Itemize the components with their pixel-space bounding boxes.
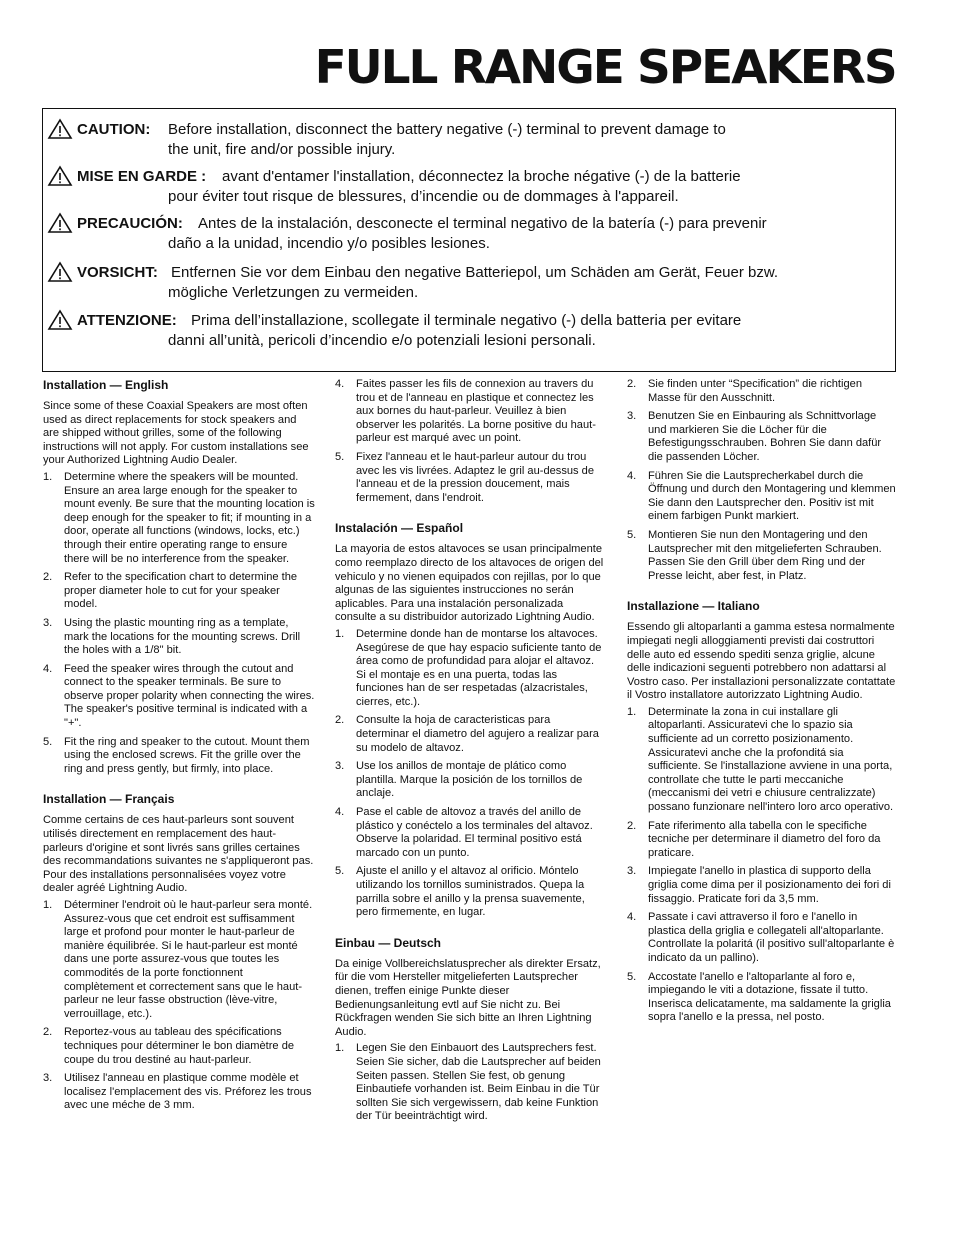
- column-2: [335, 378, 605, 1140]
- warning-triangle-icon: [47, 118, 73, 140]
- section-heading: Instalación — Español: [335, 521, 464, 536]
- steps-list: [335, 1042, 605, 1124]
- list-item: 4. Führen Sie die Lautsprecherkabel durch die Öffnung und durch den Montagering und klemmen Sie dann den Lautsprecher den. Positiv ist mit einem farbigen Punkt markiert.: [627, 469, 896, 523]
- section-heading: Installation — Français: [43, 792, 175, 807]
- steps-list: [43, 899, 315, 1113]
- warning-label: CAUTION:: [77, 121, 151, 138]
- section-intro: Comme certains de ces haut-parleurs sont souvent utilisés directement en remplacement des haut-parleurs d'origine et sont livrés sans grilles certaines des recommandations suivantes ne s'appliqueront pas. Pour des installations personnalisées voyez votre dealer agréé Lightning Audio.: [43, 814, 314, 895]
- list-item: 3. Benutzen Sie en Einbauring als Schnittvorlage und markieren Sie die Löcher für die Befestigungsschrauben. Bohren Sie dann dafür die passenden Löcher.: [627, 410, 882, 463]
- list-item: 5. Fit the ring and speaker to the cutout. Mount them using the enclosed screws. Fit the grille over the ring and press gently, but firmly, into place.: [43, 735, 310, 775]
- warning-label: MISE EN GARDE :: [77, 168, 207, 185]
- warning-triangle-icon: [47, 261, 73, 283]
- list-item: 5. Ajuste el anillo y el altavoz al orificio. Móntelo utilizando los tornillos suministrados. Quepa la parrilla sobre el anillo y la prensa suavemente, pero firmemente, en lugar.: [335, 865, 585, 919]
- list-item: 1. Determine donde han de montarse los altavoces. Asegúrese de que hay espacio suficiente tanto de área como de profundidad para alojar el altavoz. Si el montaje es en una puerta, todas las funciones han de ser respetadas (alzacristales, cierres, etc.).: [335, 627, 602, 708]
- section-francais-cont: [335, 378, 605, 505]
- list-item: 2. Refer to the specification chart to determine the proper diameter hole to cut for your speaker model.: [43, 571, 298, 611]
- section-heading: Einbau — Deutsch: [335, 935, 442, 950]
- warning-box: [42, 108, 896, 372]
- list-item: 4. Faites passer les fils de connexion au travers du trou et de l'anneau en plastique et connectez les aux bornes du haut-parleur. Veuillez à bien observer les polarités. La borne positive du haut-parleur est marqué avec un point.: [335, 378, 596, 445]
- warning-text-cont: the unit, fire and/or possible injury.: [168, 141, 396, 158]
- list-item: 2. Sie finden unter “Specification” die richtigen Masse für den Ausschnitt.: [627, 378, 862, 404]
- warning-triangle-icon: [47, 309, 73, 331]
- list-item: 1. Déterminer l'endroit où le haut-parleur sera monté. Assurez-vous que cet endroit est suffisamment large et profond pour monter le haut-parleur de manière équilibrée. Si le haut-parleur est monté dans une porte assurez-vous que toutes les commodités de la porte fonctionnent complètement et correctement sans que le haut-parleur ne leur fasse obstruction (lève-vitre, verrouillage, etc.).: [43, 899, 313, 1020]
- list-item: 1. Determine where the speakers will be mounted. Ensure an area large enough for the speaker to mount evenly. Be sure that the mounting location is deep enough for the speaker to fit; if mounting in a door, operate all functions (windows, locks, etc.) through their entire operating range to ensure there will be no interference from the speaker.: [43, 470, 315, 565]
- warning-triangle-icon: [47, 212, 73, 234]
- list-item: 4. Pase el cable de altovoz a través del anillo de plástico y conéctelo a los terminales del altavoz. Observe la polaridad. El terminal positivo está marcado con un punto.: [335, 806, 593, 859]
- section-italiano: [627, 599, 897, 1025]
- warning-text: Prima dell’installazione, scollegate il terminale negativo (-) della batteria per evitare: [191, 312, 742, 329]
- warning-text-cont: mögliche Verletzungen zu vermeiden.: [168, 284, 419, 301]
- list-item: 3. Utilisez l'anneau en plastique comme modèle et localisez l'emplacement des vis. Préforez les trous avec une méche de 3 mm.: [43, 1072, 312, 1112]
- warning-triangle-icon: [47, 165, 73, 187]
- list-item: 2. Fate riferimento alla tabella con le specifiche tecniche per determinare il diametro del foro da praticare.: [627, 819, 881, 859]
- section-heading: Installation — English: [43, 378, 169, 392]
- section-intro: Da einige Vollbereichslatusprecher als direkter Ersatz, für die vom Hersteller mitgelieferten Lautsprecher dienen, treffen einige Punkte dieser Bedienungsanleitung evtl auf Sie nicht zu. Bei Rückfragen wenden Sie sich bitte an Ihren Lightning Audio.: [335, 957, 601, 1038]
- steps-list: [43, 471, 315, 776]
- list-item: 3. Impiegate l'anello in plastica di supporto della griglia come dima per il posizionamento dei fori di fissaggio. Praticate fori da 3,5 mm.: [627, 865, 891, 905]
- section-francais: [43, 792, 315, 1112]
- section-espanol: [335, 521, 605, 919]
- warning-text-cont: pour éviter tout risque de blessures, d’incendie ou de dommages à l'appareil.: [168, 188, 679, 205]
- list-item: 5. Fixez l'anneau et le haut-parleur autour du trou avec les vis livrées. Adaptez le gril au-dessus de l'anneau et de la pression doucement, mais fermement, dans l'endroit.: [335, 450, 595, 504]
- column-1: [43, 378, 315, 1129]
- section-english: [43, 378, 315, 776]
- steps-list: [335, 628, 605, 920]
- section-intro: La mayoria de estos altavoces se usan principalmente como reemplazo directo de los altavoces de origen del vehiculo y no vienen equipados con rejillas, por lo que algunas de las siguientes instrucciones no serán aplicables. Para una instalación personalizada consulte a su distribuidor autorizado Lightning Audio.: [335, 543, 604, 624]
- list-item: 5. Montieren Sie nun den Montagering und den Lautsprecher mit den mitgelieferten Schrauben. Passen Sie den Grill über dem Ring und der Presse leicht, aber fest, in Platz.: [627, 528, 882, 582]
- list-item: 3. Using the plastic mounting ring as a template, mark the locations for the mounting screws. Drill the holes with a 1/8" bit.: [43, 616, 301, 657]
- section-intro: Since some of these Coaxial Speakers are most often used as direct replacements for stock speakers and are shipped without grilles, some of the following instructions will not apply. For custom installations see your Authorized Lightning Audio Dealer.: [43, 400, 309, 467]
- section-heading: Installazione — Italiano: [627, 599, 760, 614]
- warning-text-cont: danni all’unità, pericoli d’incendio e/o potenziali lesioni personali.: [168, 332, 596, 349]
- steps-list: [627, 706, 897, 1025]
- warning-text: Antes de la instalación, desconecte el terminal negativo de la batería (-) para prevenir: [198, 215, 767, 232]
- list-item: 1. Determinate la zona in cui installare gli altoparlanti. Assicuratevi che lo spazio sia sufficiente ad un corretto posizionamento. Assicuratevi anche che la profonditá sia sufficiente. Se l'installazione avviene in una porta, controllate che tutte le parti meccaniche (meccanismi dei vetri e chiusure centralizzate) possano funzionare nell'intero loro arco operativo.: [627, 705, 894, 814]
- list-item: 5. Accostate l'anello e l'altoparlante al foro e, impiegando le viti a dotazione, fissate il tutto. Inserisca delicatamente, ma saldamente la griglia sopra l'anello e la pressa, nel posto.: [627, 970, 891, 1024]
- steps-list: [627, 378, 897, 583]
- list-item: 2. Consulte la hoja de caracteristicas para determinar el diametro del agujero a realizar para su modelo de altavoz.: [335, 714, 599, 754]
- list-item: 3. Use los anillos de montaje de plático como plantilla. Marque la posición de los tornillos de anclaje.: [335, 760, 583, 800]
- warning-text-cont: daño a la unidad, incendio y/o posibles lesiones.: [168, 235, 490, 252]
- warning-label: ATTENZIONE:: [77, 312, 177, 329]
- section-deutsch: [335, 936, 605, 1124]
- warning-text: Entfernen Sie vor dem Einbau den negative Batteriepol, um Schäden am Gerät, Feuer bzw.: [171, 264, 779, 281]
- list-item: 2. Reportez-vous au tableau des spécifications techniques pour déterminer le bon diamètre de coupe du trou destiné au haut-parleur.: [43, 1026, 295, 1066]
- section-deutsch-cont: [627, 378, 897, 583]
- list-item: 4. Feed the speaker wires through the cutout and connect to the speaker terminals. Be sure to observe proper polarity when connecting the wires. The speaker's positive terminal is indicated with a "+".: [43, 662, 315, 730]
- steps-list: [335, 378, 605, 505]
- column-3: [627, 378, 897, 1041]
- warning-text: Before installation, disconnect the battery negative (-) terminal to prevent damage to: [168, 121, 726, 138]
- list-item: 4. Passate i cavi attraverso il foro e l'anello in plastica della griglia e collegateli all'altoparlante. Controllate la polaritá (il positivo sull'altoparlante è indicato da un pallino).: [627, 911, 895, 964]
- warning-label: PRECAUCIÓN:: [77, 215, 183, 232]
- list-item: 1. Legen Sie den Einbauort des Lautsprechers fest. Seien Sie sicher, dab die Lautsprecher auf beiden Seiten passen. Stellen Sie fest, ob genung Einbautiefe vorhanden ist. Beim Einbau in die Tür sollten Sie sich vergewissern, dab keine Funktion der Tür beeinträchtigt wird.: [335, 1042, 601, 1123]
- page-title: FULL RANGE SPEAKERS: [314, 40, 896, 94]
- section-intro: Essendo gli altoparlanti a gamma estesa normalmente impiegati negli alloggiamenti previsti dai costruttori delle auto ed essendo spediti senza griglie, alcune delle indicazioni seguenti potrebbero non adattarsi al Vostro caso. Per installazioni personalizzate contattate il Vostro installatore autorizzato Lightning Audio.: [627, 621, 896, 702]
- warning-label: VORSICHT:: [77, 264, 158, 281]
- warning-text: avant d'entamer l'installation, déconnectez la broche négative (-) de la batterie: [222, 168, 741, 185]
